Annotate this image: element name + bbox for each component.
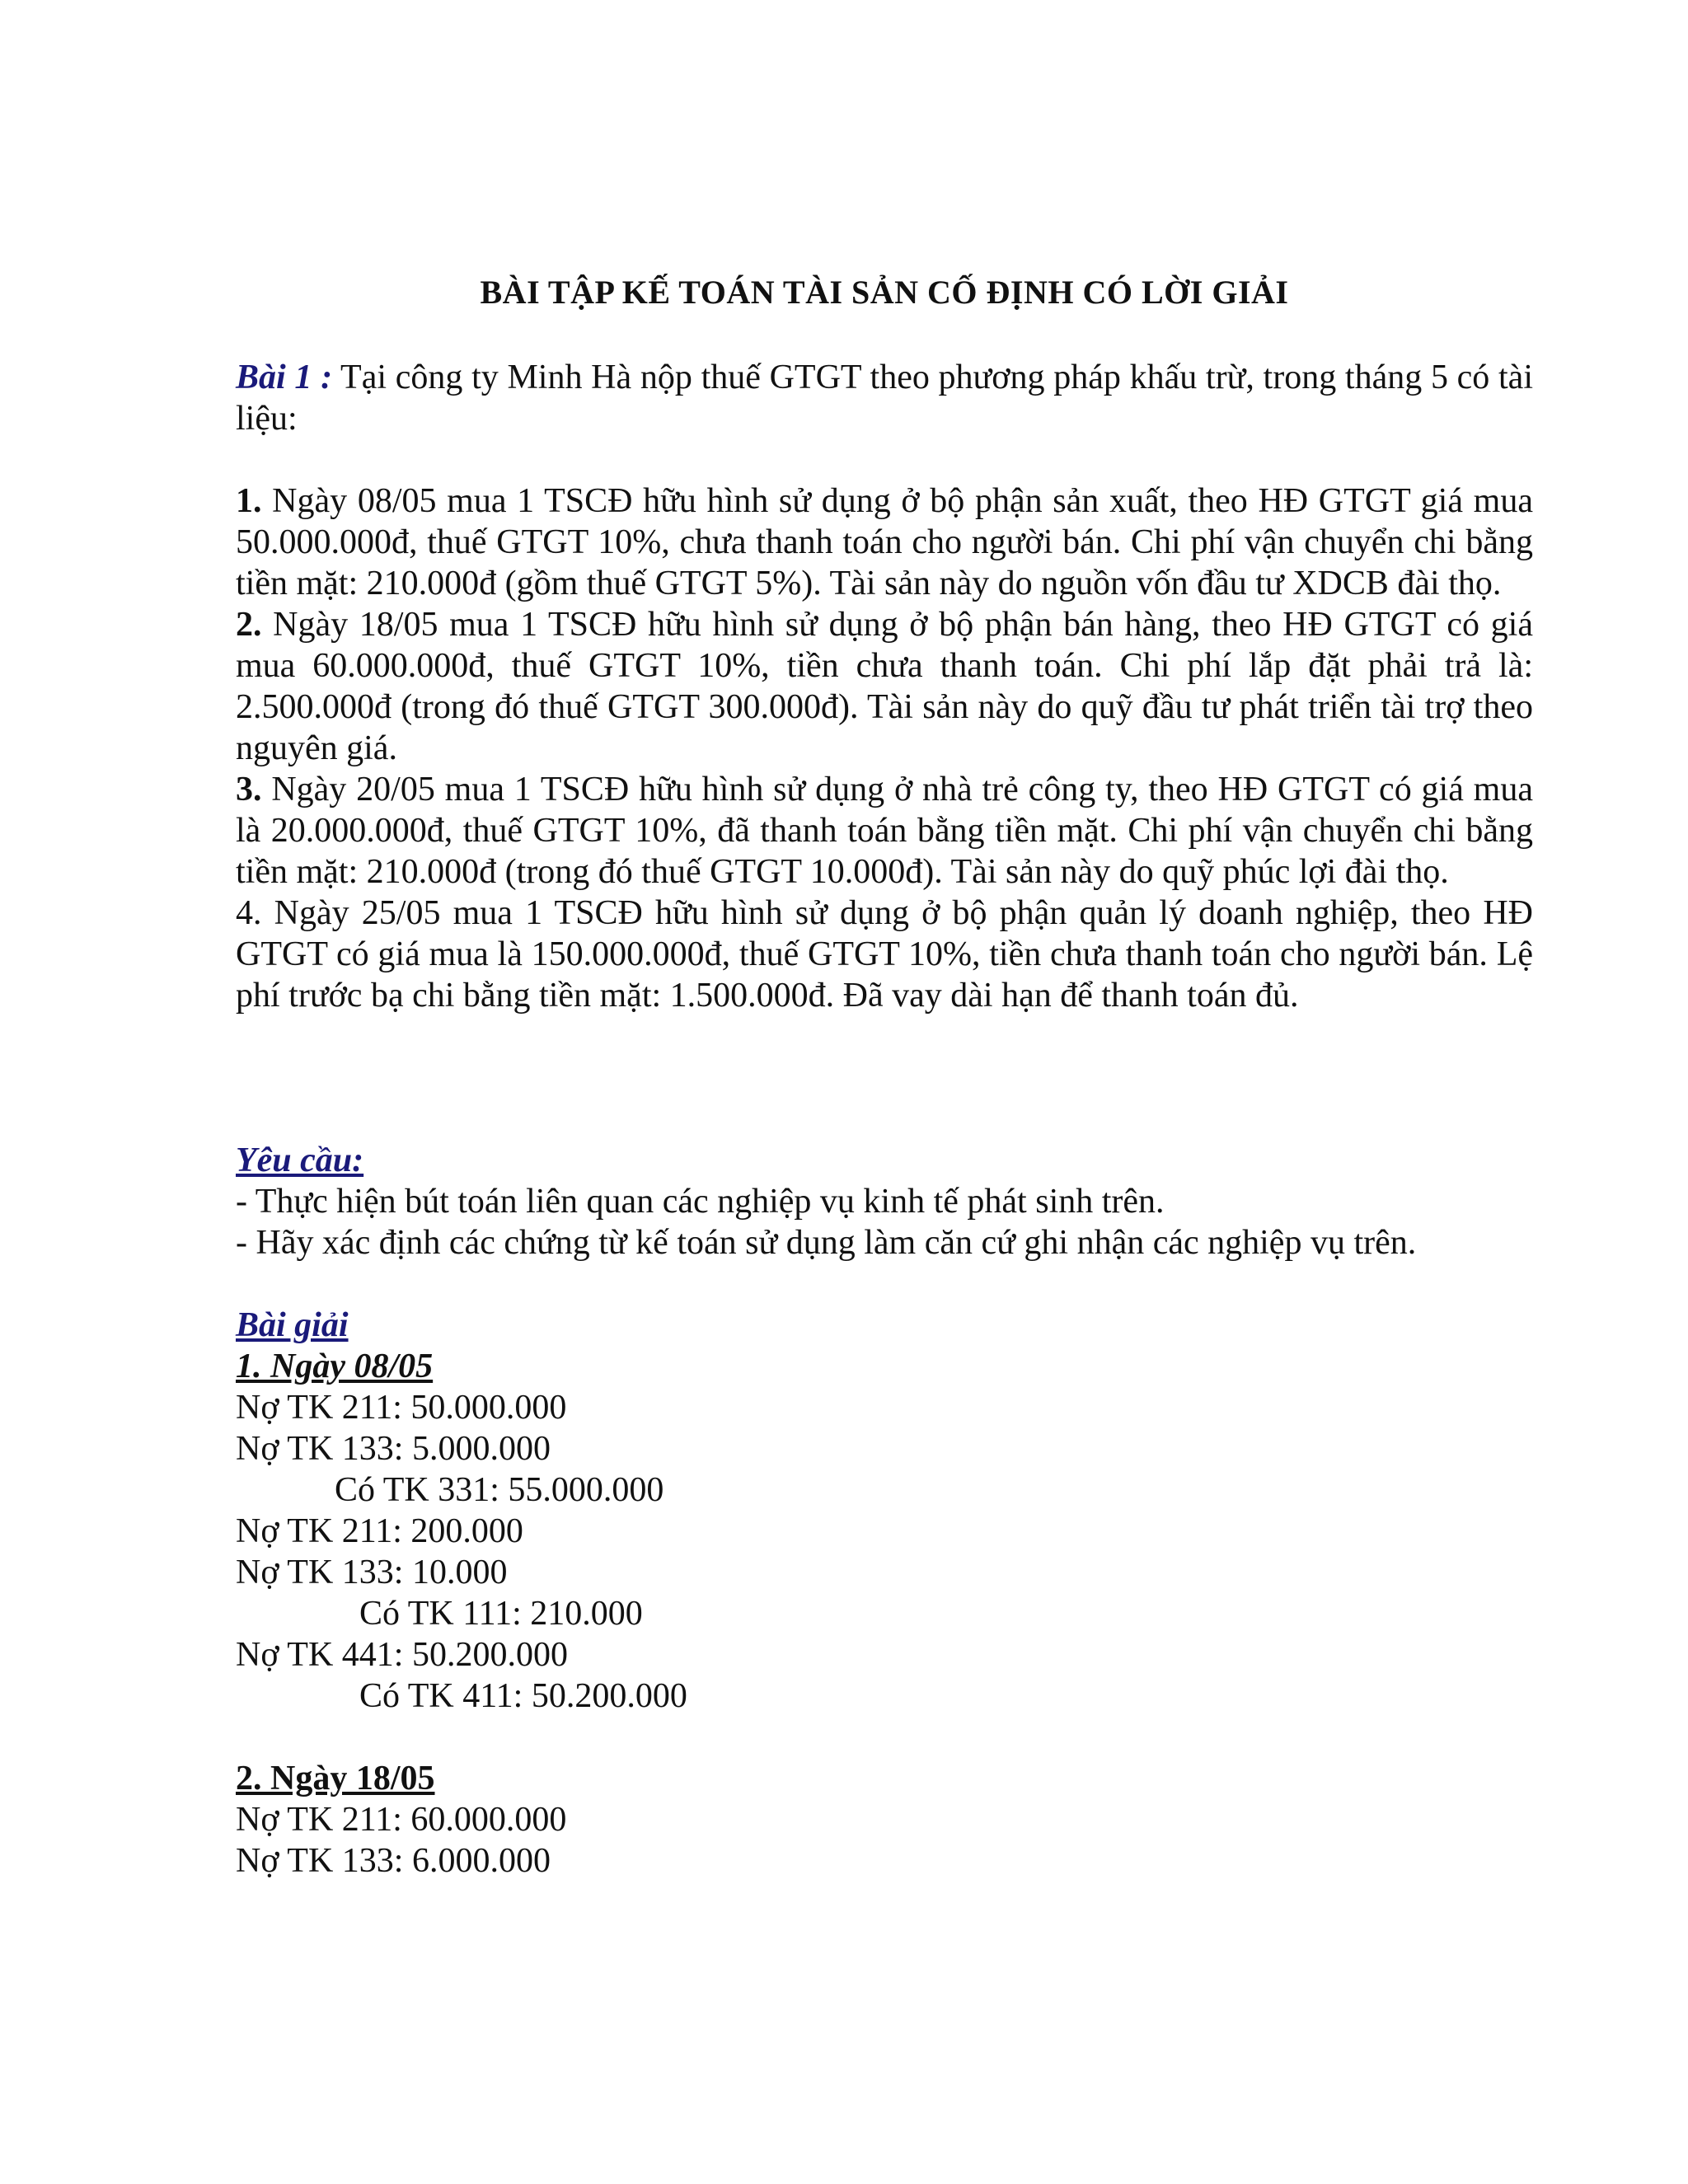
problem-item <box>236 480 1533 604</box>
item-number: 4. <box>236 894 262 932</box>
solution <box>236 1305 1533 1717</box>
section1-number: 1. <box>236 1347 262 1385</box>
problem-items <box>236 480 1533 1016</box>
journal-line: Nợ TK 211: 50.000.000 <box>236 1389 567 1427</box>
item-number: 3. <box>236 771 262 808</box>
item-text: Ngày 18/05 mua 1 TSCĐ hữu hình sử dụng ở bộ phận bán hàng, theo HĐ GTGT có giá mua 60.000.000đ, thuế GTGT 10%, tiền chưa thanh toán. Chi phí lắp đặt phải trả là: 2.500.000đ (trong đó thuế GTGT 300.000đ). Tài sản này do quỹ đầu tư phát triển tài trợ theo nguyên giá. <box>236 606 1533 767</box>
journal-line: Có TK 331: 55.000.000 <box>335 1471 664 1509</box>
section1-heading: Ngày 08/05 <box>261 1347 434 1385</box>
journal-line: Có TK 111: 210.000 <box>359 1595 643 1633</box>
journal-line: Nợ TK 441: 50.200.000 <box>236 1636 568 1674</box>
requirement-line: - Hãy xác định các chứng từ kế toán sử dụng làm căn cứ ghi nhận các nghiệp vụ trên. <box>236 1224 1417 1262</box>
item-number: 1. <box>236 482 262 520</box>
journal-line: Nợ TK 133: 10.000 <box>236 1554 508 1591</box>
journal-line: Nợ TK 133: 6.000.000 <box>236 1842 551 1880</box>
item-number: 2. <box>236 606 262 644</box>
journal-line: Nợ TK 211: 200.000 <box>236 1512 523 1550</box>
problem-intro-text: Tại công ty Minh Hà nộp thuế GTGT theo phương pháp khấu trừ, trong tháng 5 có tài liệu: <box>236 359 1533 438</box>
requirements-label: Yêu cầu: <box>236 1141 364 1179</box>
solution-label: Bài giải <box>236 1306 349 1344</box>
section2-heading: 2. Ngày 18/05 <box>236 1760 435 1797</box>
journal-line: Nợ TK 133: 5.000.000 <box>236 1430 551 1468</box>
problem-item <box>236 893 1533 1016</box>
problem-item <box>236 769 1533 893</box>
journal-line: Có TK 411: 50.200.000 <box>359 1677 687 1715</box>
item-text: Ngày 08/05 mua 1 TSCĐ hữu hình sử dụng ở bộ phận sản xuất, theo HĐ GTGT giá mua 50.000.000đ, thuế GTGT 10%, chưa thanh toán cho người bán. Chi phí vận chuyển chi bằng tiền mặt: 210.000đ (gồm thuế GTGT 5%). Tài sản này do nguồn vốn đầu tư XDCB đài thọ. <box>236 482 1533 602</box>
journal-line: Nợ TK 211: 60.000.000 <box>236 1801 567 1839</box>
document-title: BÀI TẬP KẾ TOÁN TÀI SẢN CỐ ĐỊNH CÓ LỜI GIẢI <box>480 274 1289 311</box>
problem-item <box>236 604 1533 769</box>
requirement-line: - Thực hiện bút toán liên quan các nghiệp vụ kinh tế phát sinh trên. <box>236 1183 1165 1221</box>
item-text: Ngày 20/05 mua 1 TSCĐ hữu hình sử dụng ở nhà trẻ công ty, theo HĐ GTGT có giá mua là 20.000.000đ, thuế GTGT 10%, đã thanh toán bằng tiền mặt. Chi phí vận chuyển chi bằng tiền mặt: 210.000đ (trong đó thuế GTGT 10.000đ). Tài sản này do quỹ phúc lợi đài thọ. <box>236 771 1533 891</box>
problem-intro <box>236 357 1533 439</box>
solution-section-2 <box>236 1758 1533 1882</box>
requirements <box>236 1140 1533 1263</box>
item-text: Ngày 25/05 mua 1 TSCĐ hữu hình sử dụng ở bộ phận quản lý doanh nghiệp, theo HĐ GTGT có giá mua là 150.000.000đ, thuế GTGT 10%, tiền chưa thanh toán cho người bán. Lệ phí trước bạ chi bằng tiền mặt: 1.500.000đ. Đã vay dài hạn để thanh toán đủ. <box>236 894 1533 1015</box>
problem-label: Bài 1 : <box>236 359 333 396</box>
